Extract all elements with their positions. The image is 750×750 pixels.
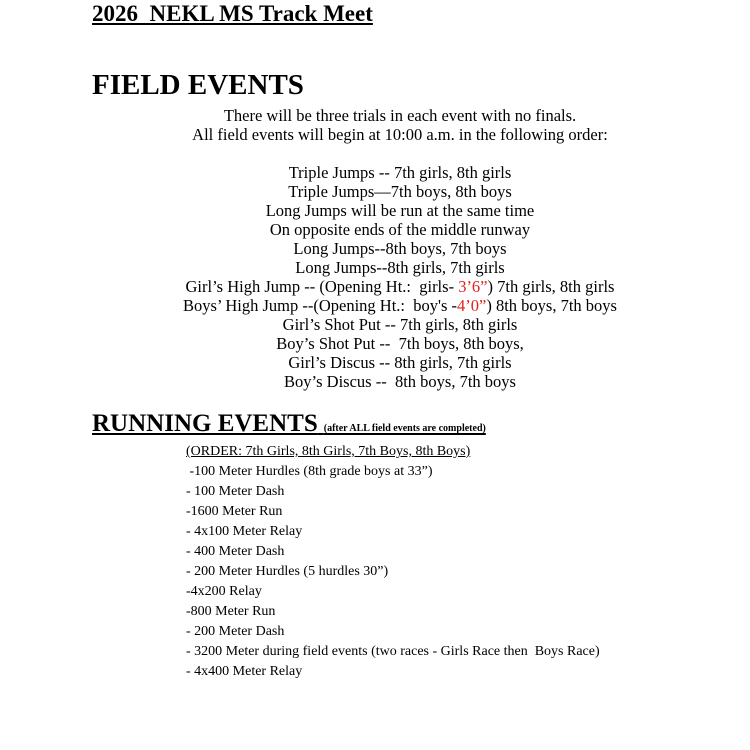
field-event-item-girls-high-jump (100, 277, 700, 296)
field-events-list (100, 163, 700, 391)
running-order-note: (ORDER: 7th Girls, 8th Girls, 7th Boys, 8th Boys) (186, 444, 471, 459)
event-text: Girl’s High Jump -- (Opening Ht.: girls- (185, 277, 459, 296)
event-text: ) 7th girls, 8th girls (487, 277, 615, 296)
running-event-item: -4x200 Relay (186, 584, 262, 599)
field-event-item: Long Jumps--8th boys, 7th boys (293, 239, 507, 258)
field-event-item: Triple Jumps -- 7th girls, 8th girls (288, 163, 512, 182)
opening-height-boys: 4’0” (457, 296, 487, 315)
field-event-item: Boy’s Shot Put -- 7th boys, 8th boys, (276, 334, 524, 353)
field-event-item-boys-high-jump (100, 296, 700, 315)
opening-height-girls: 3’6” (458, 277, 488, 296)
running-events-list (186, 462, 600, 682)
running-event-item: -100 Meter Hurdles (8th grade boys at 33”) (186, 464, 433, 479)
running-event-item: -800 Meter Run (186, 604, 276, 619)
event-text: ) 8th boys, 7th boys (486, 296, 617, 315)
running-events-title: RUNNING EVENTS (92, 410, 318, 437)
document-title: 2026 NEKL MS Track Meet (92, 1, 373, 26)
field-event-item: On opposite ends of the middle runway (269, 220, 531, 239)
running-events-note: (after ALL field events are completed) (323, 423, 486, 434)
running-event-item: - 3200 Meter during field events (two races - Girls Race then Boys Race) (186, 644, 600, 659)
field-event-item: Boy’s Discus -- 8th boys, 7th boys (284, 372, 516, 391)
field-event-item: Girl’s Shot Put -- 7th girls, 8th girls (282, 315, 518, 334)
field-events-heading: FIELD EVENTS (92, 69, 304, 101)
running-event-item: - 4x100 Meter Relay (186, 524, 303, 539)
event-text: Boys’ High Jump --(Opening Ht.: boy's - (183, 296, 457, 315)
field-events-intro-start-time: All field events will begin at 10:00 a.m. in the following order: (192, 125, 608, 144)
field-event-item: Long Jumps will be run at the same time (265, 201, 535, 220)
field-event-item: Long Jumps--8th girls, 7th girls (295, 258, 505, 277)
running-events-heading (92, 407, 486, 441)
running-event-item: - 400 Meter Dash (186, 544, 285, 559)
field-event-item: Girl’s Discus -- 8th girls, 7th girls (288, 353, 512, 372)
running-event-item: -1600 Meter Run (186, 504, 283, 519)
running-event-item: - 200 Meter Dash (186, 624, 285, 639)
field-event-item: Triple Jumps—7th boys, 8th boys (288, 182, 512, 201)
running-event-item: - 100 Meter Dash (186, 484, 285, 499)
running-event-item: - 200 Meter Hurdles (5 hurdles 30”) (186, 564, 389, 579)
running-event-item: - 4x400 Meter Relay (186, 664, 303, 679)
field-events-intro-trials: There will be three trials in each event with no finals. (223, 106, 577, 125)
